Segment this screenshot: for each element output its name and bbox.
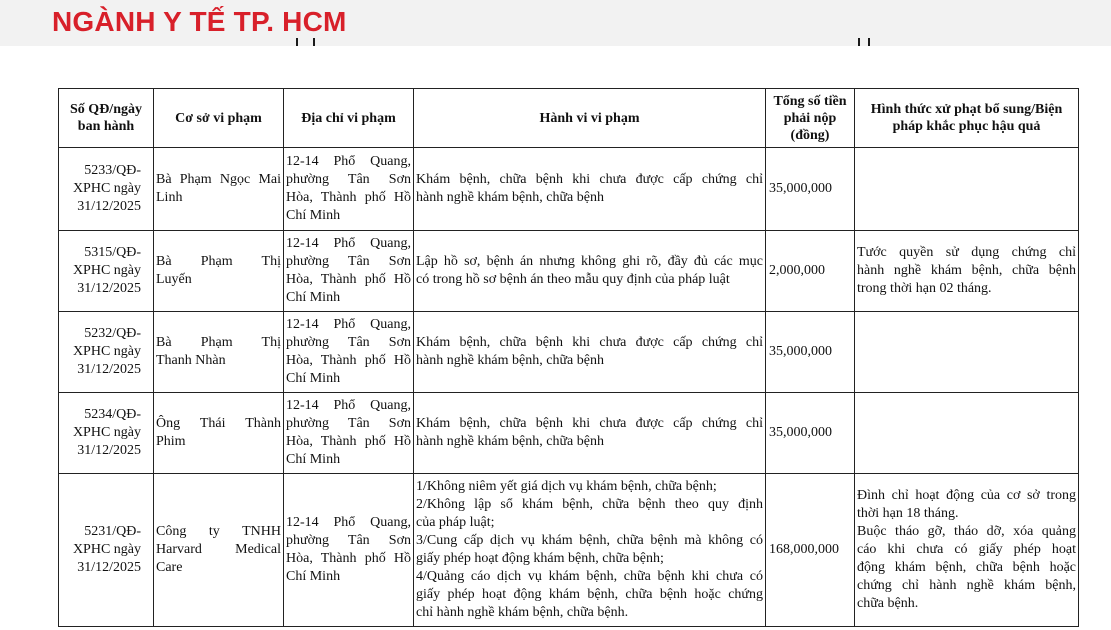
cell-line: Khám bệnh, chữa bệnh khi chưa được cấp chứng chỉ (416, 172, 763, 187)
cell-line: Hòa, Thành phố Hồ (286, 551, 411, 566)
address-cell (284, 148, 414, 231)
cell-line: hành nghề khám bệnh, chữa bệnh (416, 434, 604, 449)
cell-line: phường Tân Sơn (286, 416, 411, 431)
table-row (59, 474, 1079, 627)
decision-number-cell (59, 393, 154, 474)
cell-line: 4/Quảng cáo dịch vụ khám bệnh, chữa bệnh khi chưa có (416, 569, 763, 584)
decision-number-cell (59, 148, 154, 231)
amount-cell: 35,000,000 (766, 148, 855, 231)
additional-penalty-cell (855, 312, 1079, 393)
violation-act-cell (414, 474, 766, 627)
cell-line: Chí Minh (286, 452, 341, 467)
facility-cell (154, 231, 284, 312)
cell-line: Thanh Nhàn (156, 353, 226, 368)
amount-cell: 168,000,000 (766, 474, 855, 627)
amount-cell: 35,000,000 (766, 393, 855, 474)
cell-line: thời hạn 18 tháng. (857, 506, 959, 521)
cell-line: Hòa, Thành phố Hồ (286, 434, 411, 449)
cell-line: chỉ hành nghề khám bệnh, chữa bệnh. (416, 605, 629, 620)
cell-line: Ông Thái Thành (156, 416, 281, 431)
cell-line: XPHC ngày (72, 542, 141, 557)
violation-act-cell (414, 148, 766, 231)
cell-line: phường Tân Sơn (286, 335, 411, 350)
facility-cell (154, 393, 284, 474)
cell-line: Công ty TNHH (156, 524, 281, 539)
cell-line: phường Tân Sơn (286, 533, 411, 548)
cell-line: có trong hồ sơ bệnh án theo mẫu quy định của pháp luật (416, 272, 730, 287)
table-row (59, 393, 1079, 474)
cell-line: 3/Cung cấp dịch vụ khám bệnh, chữa bệnh mà không có (416, 533, 763, 548)
amount-cell: 35,000,000 (766, 312, 855, 393)
cell-line: chứng chỉ hành nghề khám bệnh, (857, 578, 1076, 593)
amount-cell: 2,000,000 (766, 231, 855, 312)
penalty-table (58, 88, 1079, 627)
cell-line: Chí Minh (286, 371, 341, 386)
clipped-glyph (313, 38, 315, 46)
cell-line: trong thời hạn 02 tháng. (857, 281, 992, 296)
cell-line: 5231/QĐ- (84, 524, 141, 539)
cell-line: Chí Minh (286, 208, 341, 223)
cell-line: Lập hồ sơ, bệnh án nhưng không ghi rõ, đầy đủ các mục (416, 254, 763, 269)
cell-line: XPHC ngày (72, 344, 141, 359)
cell-line: Hòa, Thành phố Hồ (286, 272, 411, 287)
facility-cell (154, 312, 284, 393)
address-cell (284, 312, 414, 393)
clipped-glyph (868, 38, 870, 46)
table-header-row (59, 89, 1079, 148)
cell-line: 5234/QĐ- (84, 407, 141, 422)
cell-line: Phim (156, 434, 186, 449)
additional-penalty-cell (855, 474, 1079, 627)
cell-line: Bà Phạm Ngọc Mai (156, 172, 281, 187)
cell-line: 31/12/2025 (77, 443, 141, 458)
cell-line: Khám bệnh, chữa bệnh khi chưa được cấp chứng chỉ (416, 416, 763, 431)
cell-line: XPHC ngày (72, 263, 141, 278)
cell-line: Bà Phạm Thị (156, 254, 281, 269)
cell-line: Buộc tháo gỡ, tháo dỡ, xóa quảng (857, 524, 1076, 539)
table-row (59, 312, 1079, 393)
cell-line: phường Tân Sơn (286, 172, 411, 187)
cell-line: 31/12/2025 (77, 362, 141, 377)
address-cell (284, 474, 414, 627)
cell-line: hành nghề khám bệnh, chữa bệnh (416, 190, 604, 205)
header-decision-number: Số QĐ/ngày ban hành (59, 89, 154, 148)
cell-line: Khám bệnh, chữa bệnh khi chưa được cấp chứng chỉ (416, 335, 763, 350)
cell-line: giấy phép hoạt động khám bệnh, chữa bệnh hoặc chứng (416, 587, 763, 602)
header-total-amount: Tổng số tiền phải nộp (đồng) (766, 89, 855, 148)
cell-line: hành nghề khám bệnh, chữa bệnh (416, 353, 604, 368)
header-violation-act: Hành vi vi phạm (414, 89, 766, 148)
cell-line: giấy phép hoạt động khám bệnh, chữa bệnh; (416, 551, 664, 566)
violation-act-cell (414, 393, 766, 474)
cell-line: Tước quyền sử dụng chứng chỉ (857, 245, 1076, 260)
cell-line: Chí Minh (286, 569, 341, 584)
cell-line: 31/12/2025 (77, 281, 141, 296)
decision-number-cell (59, 231, 154, 312)
violation-act-cell (414, 312, 766, 393)
cell-line: 5233/QĐ- (84, 163, 141, 178)
cell-line: 5315/QĐ- (84, 245, 141, 260)
cell-line: 12-14 Phổ Quang, (286, 398, 411, 413)
cell-line: Hòa, Thành phố Hồ (286, 353, 411, 368)
decision-number-cell (59, 474, 154, 627)
header-violating-facility: Cơ sở vi phạm (154, 89, 284, 148)
additional-penalty-cell (855, 148, 1079, 231)
cell-line: động khám bệnh, chữa bệnh hoặc (857, 560, 1076, 575)
clipped-glyph (858, 38, 860, 46)
cell-line: 1/Không niêm yết giá dịch vụ khám bệnh, chữa bệnh; (416, 479, 717, 494)
table-row (59, 231, 1079, 312)
cell-line: 31/12/2025 (77, 199, 141, 214)
cell-line: Hòa, Thành phố Hồ (286, 190, 411, 205)
additional-penalty-cell (855, 393, 1079, 474)
cell-line: 12-14 Phổ Quang, (286, 515, 411, 530)
decision-number-cell (59, 312, 154, 393)
clipped-glyph (296, 38, 298, 46)
table-row (59, 148, 1079, 231)
banner-title: NGÀNH Y TẾ TP. HCM (52, 6, 347, 37)
facility-cell (154, 148, 284, 231)
cell-line: 5232/QĐ- (84, 326, 141, 341)
facility-cell (154, 474, 284, 627)
cell-line: 31/12/2025 (77, 560, 141, 575)
cell-line: của pháp luật; (416, 515, 495, 530)
cell-line: 2/Không lập sổ khám bệnh, chữa bệnh theo quy định (416, 497, 763, 512)
cell-line: XPHC ngày (72, 425, 141, 440)
cell-line: 12-14 Phổ Quang, (286, 317, 411, 332)
violation-act-cell (414, 231, 766, 312)
address-cell (284, 231, 414, 312)
cell-line: Luyến (156, 272, 192, 287)
cell-line: 12-14 Phổ Quang, (286, 154, 411, 169)
cell-line: cáo khi chưa có giấy phép hoạt (857, 542, 1076, 557)
cell-line: 12-14 Phổ Quang, (286, 236, 411, 251)
cell-line: chữa bệnh. (857, 596, 919, 611)
additional-penalty-cell (855, 231, 1079, 312)
cell-line: Linh (156, 190, 183, 205)
cell-line: Care (156, 560, 183, 575)
header-additional-penalty: Hình thức xử phạt bổ sung/Biện pháp khắc phục hậu quả (855, 89, 1079, 148)
cell-line: phường Tân Sơn (286, 254, 411, 269)
address-cell (284, 393, 414, 474)
cell-line: Đình chỉ hoạt động của cơ sở trong (857, 488, 1076, 503)
banner (0, 0, 1111, 46)
header-violation-address: Địa chỉ vi phạm (284, 89, 414, 148)
cell-line: Harvard Medical (156, 542, 281, 557)
cell-line: XPHC ngày (72, 181, 141, 196)
cell-line: Chí Minh (286, 290, 341, 305)
cell-line: Bà Phạm Thị (156, 335, 281, 350)
cell-line: hành nghề khám bệnh, chữa bệnh (857, 263, 1076, 278)
